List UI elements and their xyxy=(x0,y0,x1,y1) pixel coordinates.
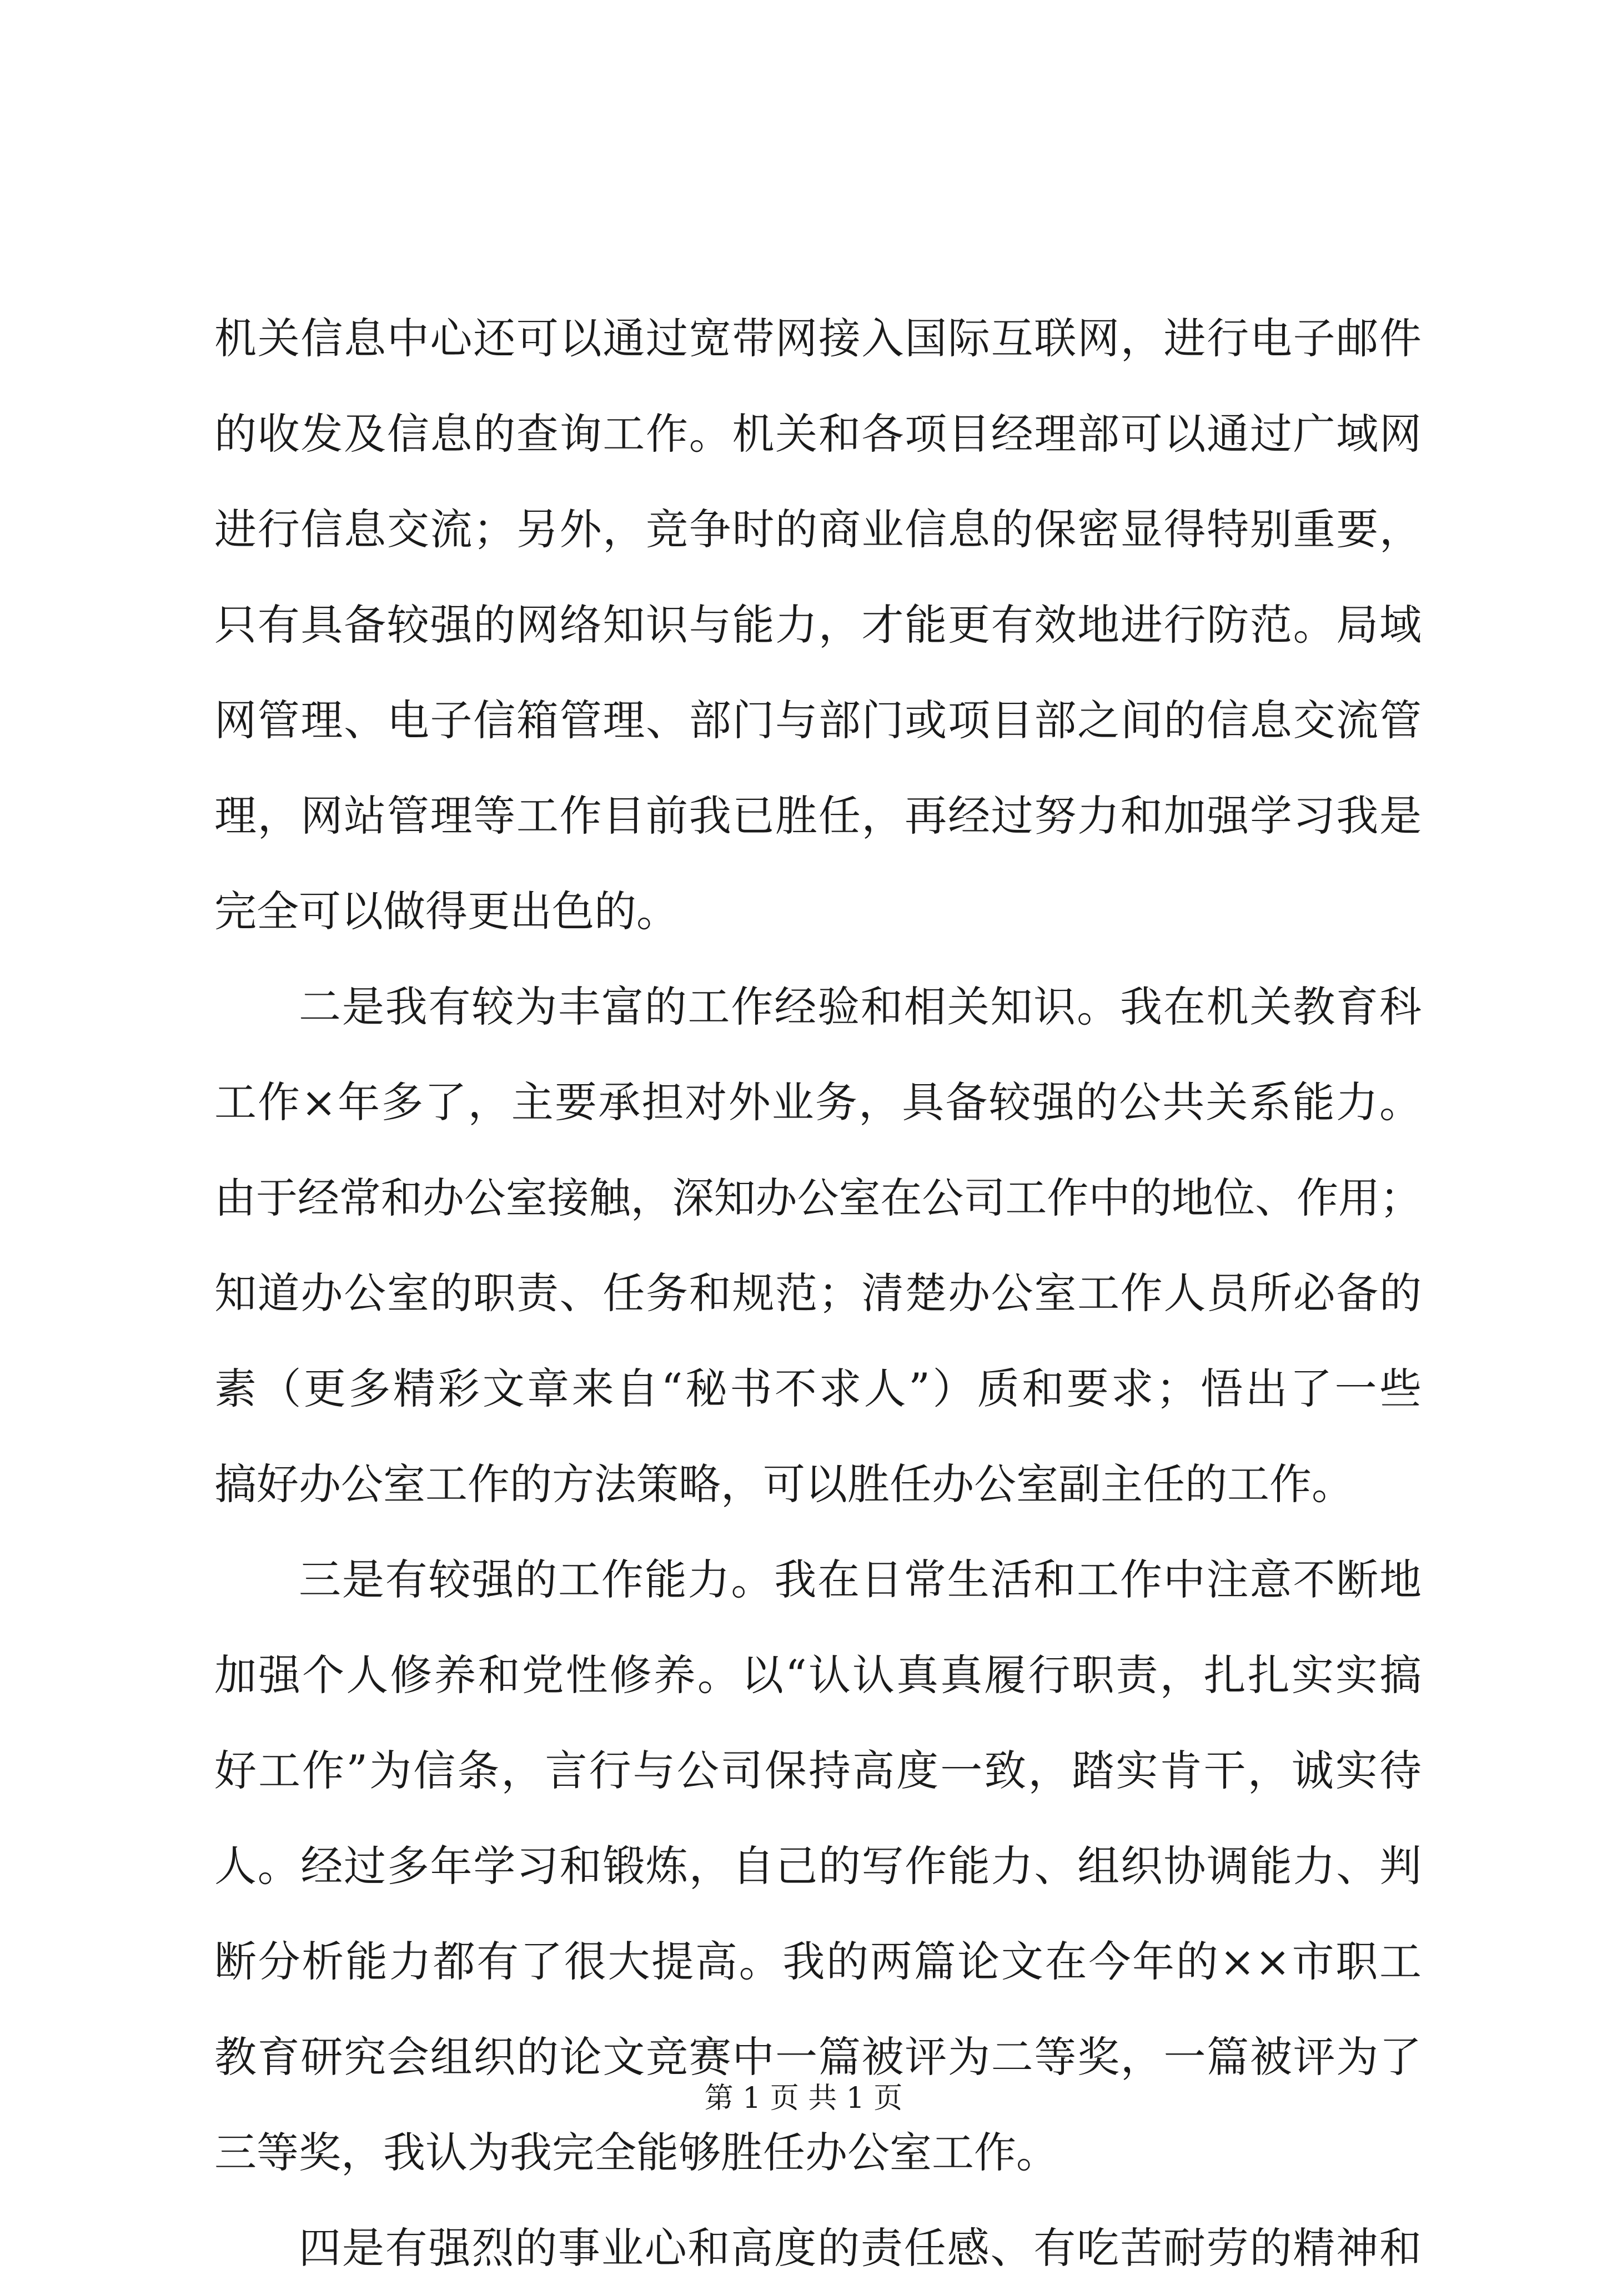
paragraph-first-line: 三是有较强的工作能力。我在日常生活和工作中注意不断地 xyxy=(299,1555,1422,1604)
text-line: 由于经常和办公室接触，深知办公室在公司工作中的地位、作用； xyxy=(214,1174,1422,1222)
page-footer xyxy=(0,2076,1607,2121)
text-line: 三等奖，我认为我完全能够胜任办公室工作。 xyxy=(214,2128,1058,2177)
text-line: 完全可以做得更出色的。 xyxy=(214,887,679,936)
text-line: 的收发及信息的查询工作。机关和各项目经理部可以通过广域网 xyxy=(214,409,1422,459)
text-line: 进行信息交流；另外，竞争时的商业信息的保密显得特别重要， xyxy=(214,505,1422,554)
page-number-label: 第 1 页 共 1 页 xyxy=(704,2082,903,2115)
text-line: 好工作”为信条，言行与公司保持高度一致，踏实肯干，诚实待 xyxy=(214,1746,1422,1795)
paragraph-first-line: 四是有强烈的事业心和高度的责任感、有吃苦耐劳的精神和 xyxy=(299,2223,1422,2273)
text-line: 工作×年多了，主要承担对外业务，具备较强的公共关系能力。 xyxy=(214,1077,1422,1127)
text-line: 教育研究会组织的论文竞赛中一篇被评为二等奖，一篇被评为了 xyxy=(214,2032,1422,2082)
text-line: 机关信息中心还可以通过宽带网接入国际互联网，进行电子邮件 xyxy=(214,314,1422,363)
text-line: 只有具备较强的网络知识与能力，才能更有效地进行防范。局域 xyxy=(214,600,1422,649)
text-line: 知道办公室的职责、任务和规范；清楚办公室工作人员所必备的 xyxy=(214,1268,1422,1318)
text-line: 人。经过多年学习和锻炼，自己的写作能力、组织协调能力、判 xyxy=(214,1841,1422,1891)
document-body xyxy=(214,291,1422,2296)
text-line: 理，网站管理等工作目前我已胜任，再经过努力和加强学习我是 xyxy=(214,791,1422,840)
paragraph-first-line: 二是我有较为丰富的工作经验和相关知识。我在机关教育科 xyxy=(299,982,1422,1031)
text-line: 搞好办公室工作的方法策略，可以胜任办公室副主任的工作。 xyxy=(214,1459,1354,1509)
text-line: 素（更多精彩文章来自“秘书不求人”）质和要求；悟出了一些 xyxy=(214,1364,1422,1413)
text-line: 断分析能力都有了很大提高。我的两篇论文在今年的××市职工 xyxy=(214,1937,1422,1986)
text-line: 网管理、电子信箱管理、部门与部门或项目部之间的信息交流管 xyxy=(214,696,1422,745)
text-line: 加强个人修养和党性修养。以“认认真真履行职责，扎扎实实搞 xyxy=(214,1650,1422,1700)
